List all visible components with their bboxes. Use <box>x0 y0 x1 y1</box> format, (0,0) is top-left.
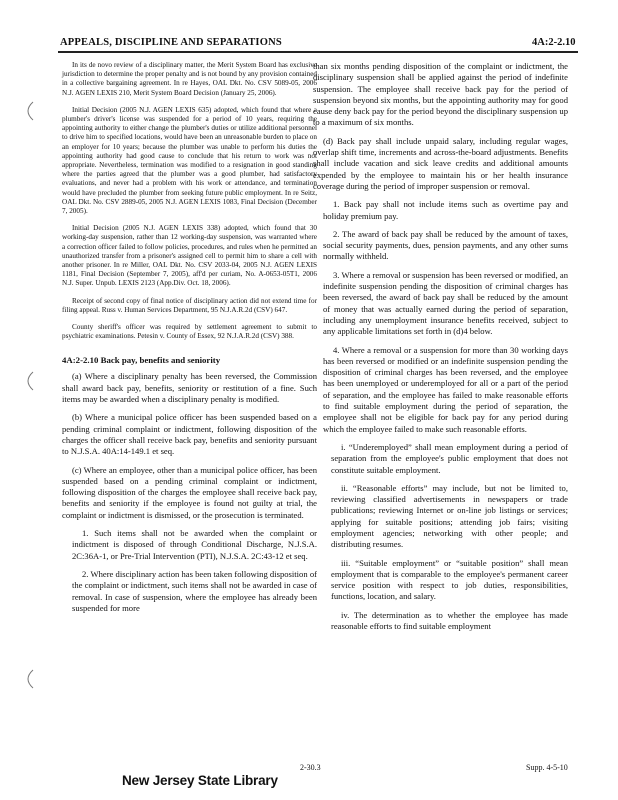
rule-subitem: iii. “Suitable employment” or “suitable position” shall mean employment that is comparable to the employee's permanent career service position with respect to job duties, responsibilities, functions, location, and salary. <box>331 557 568 602</box>
rule-paragraph-b: (b) Where a municipal police officer has been suspended based on a pending criminal complaint or indictment, following disposition of the charges the officer shall receive back pay, benefits and seniority pursuant to N.J.S.A. 40A:14-149.1 et seq. <box>62 412 317 457</box>
rule-item: 2. Where disciplinary action has been taken following disposition of the complaint or indictment, such items shall not be awarded in case of removal. In case of suspension, where the employee has already been suspended for more <box>72 568 317 613</box>
rule-item: 1. Back pay shall not include items such as overtime pay and holiday premium pay. <box>323 199 568 221</box>
rule-paragraph-a: (a) Where a disciplinary penalty has been reversed, the Commission shall award back pay, benefits, seniority or restitution of a fine. Such items may be awarded when a disciplinary penalty is modified. <box>62 371 317 405</box>
rule-subitem: i. “Underemployed” shall mean employment during a period of separation from the employee's public employment that does not constitute suitable employment. <box>331 441 568 475</box>
rule-item: 3. Where a removal or suspension has been reversed or modified, an indefinite suspension pending the disposition of criminal charges has been reversed, the award of back pay shall be reduced by the amount of money that was actually earned during the period of separation, including any unemployment insurance benefits received, subject to any applicable limitations set forth in (d)4 below. <box>323 269 568 337</box>
rule-item: 2. The award of back pay shall be reduced by the amount of taxes, social security payments, dues, pension payments, and any other sums normally withheld. <box>323 228 568 262</box>
rule-subitem: ii. “Reasonable efforts” may include, but not be limited to, reviewing classified advertisements in newspapers or trade publications; reviewing Internet or on-line job listings or services; applying for suitable positions; attending job fairs; visiting employment agencies; networking with other people; and distributing resumes. <box>331 482 568 550</box>
rule-subitem: iv. The determination as to whether the employee has made reasonable efforts to find suitable employment <box>331 609 568 632</box>
case-annotation: Receipt of second copy of final notice of disciplinary action did not extend time for filing appeal. Russ v. Human Services Department, 95 N.J.A.R.2d (CSV) 647. <box>62 296 317 314</box>
page-number: 2-30.3 <box>300 763 321 772</box>
binder-hole-mark <box>21 370 35 392</box>
library-stamp: New Jersey State Library <box>122 773 278 788</box>
header-rule <box>58 51 578 53</box>
binder-hole-mark <box>21 668 35 690</box>
rule-paragraph-continued: than six months pending disposition of the complaint or indictment, the disciplinary suspension shall be applied against the period of indefinite suspension. The employee shall receive back pay for the period of suspension beyond six months, but the appointing authority may for good cause deny back pay for the period beyond the disciplinary suspension up to a maximum of six months. <box>313 61 568 128</box>
case-annotation: In its de novo review of a disciplinary matter, the Merit System Board has exclusive jurisdiction to determine the proper penalty and is not bound by any provision contained in a collective bargaining agreement. In re Hayes, OAL Dkt. No. CSV 5089-05, 2006 N.J. AGEN LEXIS 210, Merit System Board Decision (January 25, 2006). <box>62 61 317 97</box>
rule-paragraph-c: (c) Where an employee, other than a municipal police officer, has been suspended based on a pending criminal complaint or indictment, following disposition of the charges the employee shall receive back pay, benefits and seniority if the employee is found not guilty at trial, the complaint or indictment is dismissed, or the prosecution is terminated. <box>62 464 317 520</box>
running-header-section-code: 4A:2-2.10 <box>532 37 576 48</box>
right-column <box>313 61 568 639</box>
rule-item: 1. Such items shall not be awarded when the complaint or indictment is disposed of through Conditional Discharge, N.J.S.A. 2C:36A-1, or Pre-Trial Intervention (PTI), N.J.S.A. 2C:43-12 et seq. <box>72 528 317 561</box>
rule-item: 4. Where a removal or a suspension for more than 30 working days has been reversed or modified or an indefinite suspension pending the disposition of criminal charges has been reversed, and the employee has been unemployed or underemployed for all or a part of the period of separation, and the employee has failed to make reasonable efforts to find suitable employment during the period of separation, the employee shall not be eligible for back pay for any period during which the employee failed to make such reasonable efforts. <box>323 344 568 434</box>
left-column <box>62 61 317 621</box>
rule-paragraph-d: (d) Back pay shall include unpaid salary, including regular wages, overlap shift time, increments and across-the-board adjustments. Benefits shall include vacation and sick leave credits and additional amounts expended by the employee to maintain his or her health insurance coverage during the period of improper suspension or removal. <box>313 135 568 191</box>
supplement-date: Supp. 4-5-10 <box>526 763 568 772</box>
case-annotation: Initial Decision (2005 N.J. AGEN LEXIS 635) adopted, which found that where a plumber's driver's license was suspended for a period of 10 years, requiring the appointing authority to either change the plumber's duties or utilize additional personnel to drive him to specified locations, would have been an unreasonable burden to place on an employer for 10 years; because the plumber was unable to perform his duties the appointing authority had good cause to conclude that his return to work was not appropriate. Nevertheless, termination was modified to a resignation in good standing where the parties agreed that the plumber was a good plumber, had satisfactory evaluations, and never had a problem with his work or attendance, and termination would have precluded the plumber from seeking future public employment. In re Seitz, OAL Dkt. No. CSV 2889-05, 2005 N.J. AGEN LEXIS 1083, Final Decision (December 7, 2005). <box>62 105 317 216</box>
case-annotation: Initial Decision (2005 N.J. AGEN LEXIS 338) adopted, which found that 30 working-day suspension, rather than 12 working-day suspension, was warranted where a correction officer failed to follow policies, procedures, and rules when he permitted an unauthorized transfer from a prisoner's assigned cell to permit him to share a cell with another prisoner. In re Miller, OAL Dkt. No. CSV 2033-04, 2005 N.J. AGEN LEXIS 1181, Final Decision (September 7, 2005), aff'd per curiam, No. A-0653-05T1, 2006 N.J. Super. Unpub. LEXIS 2123 (App.Div. Oct. 18, 2006). <box>62 224 317 288</box>
binder-hole-mark <box>21 100 35 122</box>
case-annotation: County sheriff's officer was required by settlement agreement to submit to psychiatric examinations. Petesin v. County of Essex, 92 N.J.A.R.2d (CSV) 388. <box>62 323 317 341</box>
section-heading: 4A:2-2.10 Back pay, benefits and seniority <box>62 355 221 366</box>
running-header-title: APPEALS, DISCIPLINE AND SEPARATIONS <box>60 37 282 48</box>
